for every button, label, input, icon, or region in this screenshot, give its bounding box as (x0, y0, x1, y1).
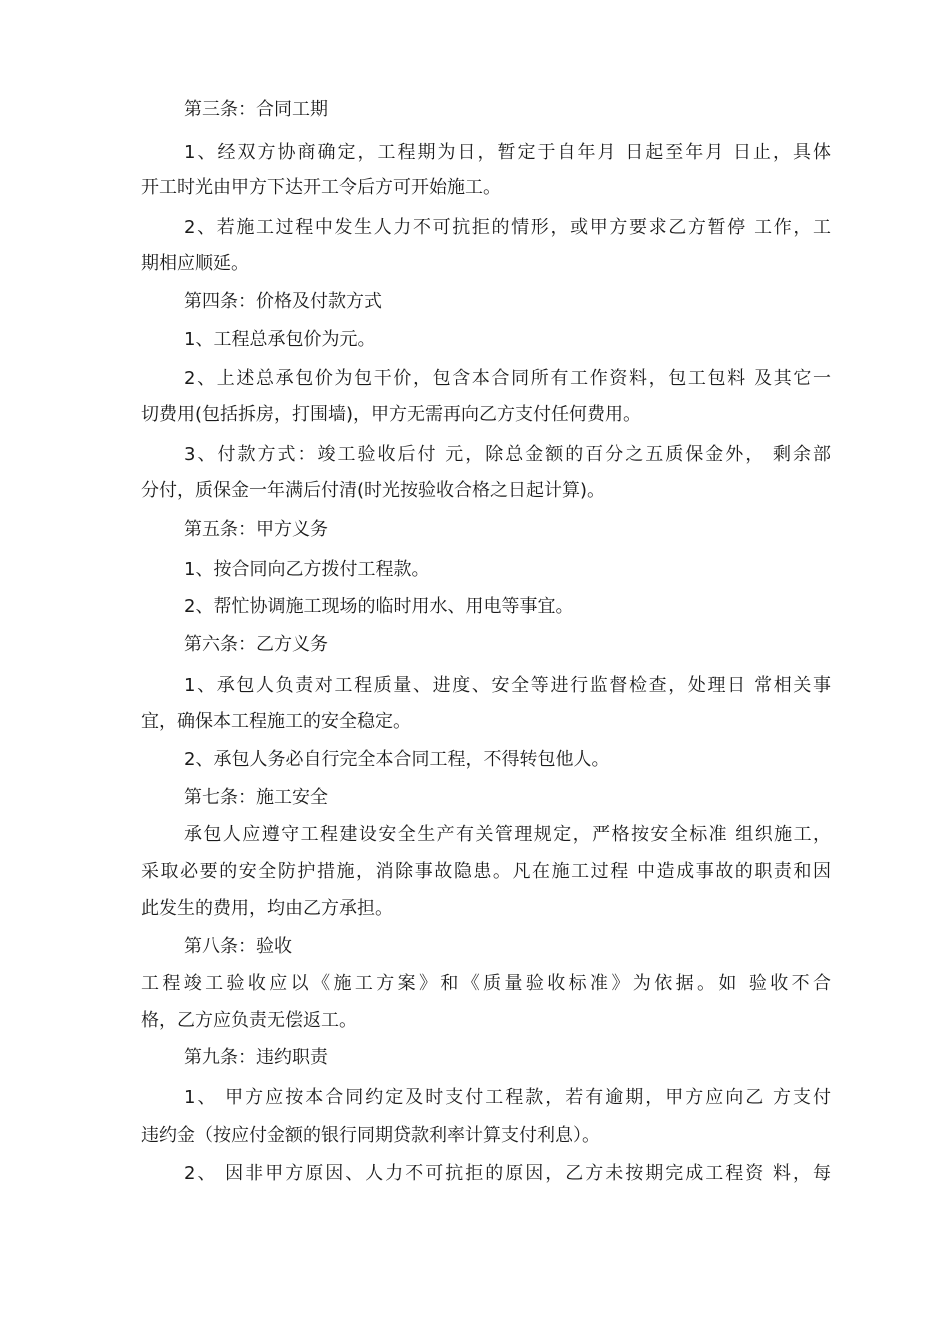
paragraph-line: 承包人应遵守工程建设安全生产有关管理规定，严格按安全标准 组织施工， (184, 824, 831, 845)
paragraph-line: 开工时光由甲方下达开工令后方可开始施工。 (141, 177, 501, 198)
paragraph-line: 此发生的费用，均由乙方承担。 (141, 898, 393, 919)
paragraph-line: 工程竣工验收应以《施工方案》和《质量验收标准》为依据。如 验收不合 (141, 973, 831, 994)
section-heading-6: 第六条：乙方义务 (184, 634, 328, 655)
paragraph-line: 格，乙方应负责无偿返工。 (141, 1010, 357, 1031)
paragraph-line: 切费用(包括拆房，打围墙)，甲方无需再向乙方支付任何费用。 (141, 404, 642, 425)
paragraph-line: 分付，质保金一年满后付清(时光按验收合格之日起计算)。 (141, 480, 606, 501)
section-heading-8: 第八条：验收 (184, 936, 292, 957)
paragraph-line: 2、帮忙协调施工现场的临时用水、用电等事宜。 (184, 596, 574, 617)
section-heading-7: 第七条：施工安全 (184, 787, 328, 808)
paragraph-line: 3、付款方式：竣工验收后付 元，除总金额的百分之五质保金外， 剩余部 (184, 444, 831, 465)
section-heading-9: 第九条：违约职责 (184, 1047, 328, 1068)
paragraph-line: 宜，确保本工程施工的安全稳定。 (141, 711, 411, 732)
paragraph-line: 1、按合同向乙方拨付工程款。 (184, 559, 430, 580)
section-heading-4: 第四条：价格及付款方式 (184, 291, 382, 312)
paragraph-line: 1、承包人负责对工程质量、进度、安全等进行监督检查，处理日 常相关事 (184, 675, 831, 696)
paragraph-line: 2、上述总承包价为包干价，包含本合同所有工作资料，包工包料 及其它一 (184, 368, 831, 389)
paragraph-line: 2、若施工过程中发生人力不可抗拒的情形，或甲方要求乙方暂停 工作，工 (184, 217, 831, 238)
paragraph-line: 1、 甲方应按本合同约定及时支付工程款，若有逾期，甲方应向乙 方支付 (184, 1087, 831, 1108)
section-heading-5: 第五条：甲方义务 (184, 519, 328, 540)
paragraph-line: 2、 因非甲方原因、人力不可抗拒的原因，乙方未按期完成工程资 料，每 (184, 1163, 831, 1184)
paragraph-line: 采取必要的安全防护措施，消除事故隐患。凡在施工过程 中造成事故的职责和因 (141, 861, 831, 882)
paragraph-line: 违约金（按应付金额的银行同期贷款利率计算支付利息）。 (141, 1125, 600, 1146)
section-heading-3: 第三条：合同工期 (184, 99, 328, 120)
paragraph-line: 1、工程总承包价为元。 (184, 329, 376, 350)
paragraph-line: 1、经双方协商确定，工程期为日，暂定于自年月 日起至年月 日止，具体 (184, 142, 831, 163)
paragraph-line: 2、承包人务必自行完全本合同工程，不得转包他人。 (184, 749, 610, 770)
paragraph-line: 期相应顺延。 (141, 253, 249, 274)
